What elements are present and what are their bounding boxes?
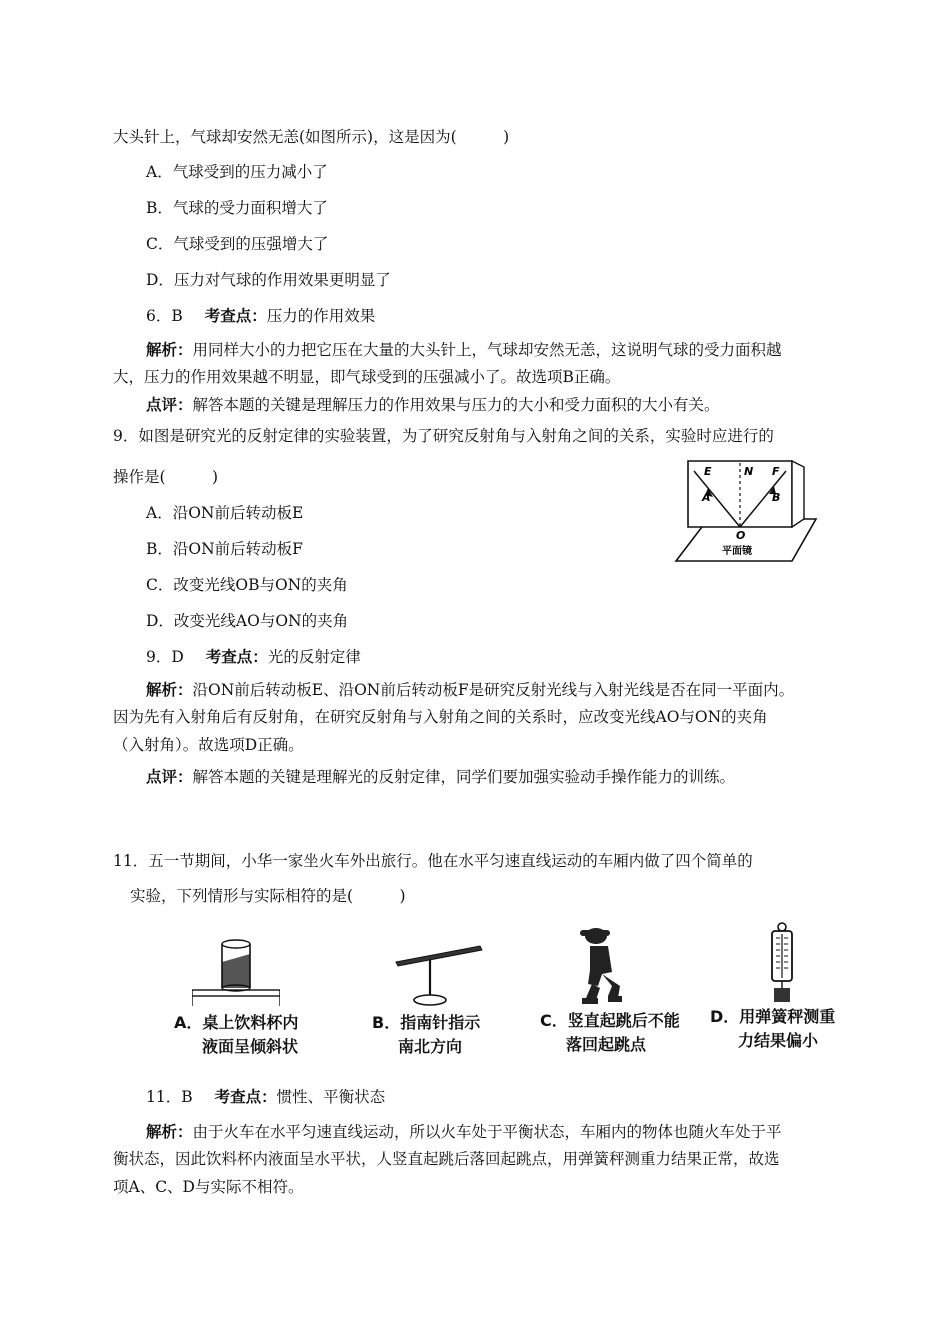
q9-analysis-line1 [146, 679, 794, 701]
compass-needle [396, 946, 482, 966]
q6-stem: 大头针上，气球却安然无恙(如图所示)，这是因为( ) [113, 128, 510, 146]
mirror-caption: 平面镜 [722, 546, 752, 557]
figure-b-compass [390, 936, 490, 1008]
q6-option-b: B．气球的受力面积增大了 [146, 199, 328, 217]
q11-analysis-line1 [146, 1121, 782, 1143]
q9-stem-line1: 9．如图是研究光的反射定律的实验装置，为了研究反射角与入射角之间的关系，实验时应进行的 [113, 427, 774, 445]
q6-answer: 6．B [146, 307, 183, 325]
fig-b-caption-l1: B．指南针指示 [372, 1013, 481, 1032]
figure-c-jumper [572, 926, 632, 1010]
q11-analysis-line2: 衡状态，因此饮料杯内液面呈水平状，人竖直起跳后落回起跳点，用弹簧秤测重力结果正常，故选 [113, 1150, 780, 1168]
label-o: O [736, 529, 746, 542]
q9-comment-line [146, 766, 735, 788]
fig-c-caption-l1: C．竖直起跳后不能 [540, 1011, 680, 1030]
fig-d-caption-l2: 力结果偏小 [738, 1031, 819, 1050]
board-f-edge [792, 461, 804, 527]
label-f: F [772, 465, 780, 478]
fig-a-caption-l1: A．桌上饮料杯内 [174, 1013, 299, 1032]
compass-base [414, 995, 446, 1005]
scale-weight [774, 988, 790, 1002]
label-n: N [744, 465, 754, 478]
q11-analysis-line3: 项A、C、D与实际不相符。 [113, 1178, 304, 1196]
q11-kp-text: 惯性、平衡状态 [276, 1088, 386, 1106]
figure-a-cup [192, 930, 280, 1006]
q6-comment-label: 点评： [146, 395, 193, 414]
q9-comment-text: 解答本题的关键是理解光的反射定律，同学们要加强实验动手操作能力的训练。 [192, 768, 736, 786]
q9-stem-line2: 操作是( ) [113, 468, 219, 486]
q6-option-d: D．压力对气球的作用效果更明显了 [146, 271, 391, 289]
q6-kp-text: 压力的作用效果 [266, 307, 376, 325]
label-a: A [702, 491, 711, 504]
q6-comment-text: 解答本题的关键是理解压力的作用效果与压力的大小和受力面积的大小有关。 [192, 396, 720, 414]
q9-answer: 9．D [146, 648, 184, 666]
q9-analysis-label: 解析： [146, 680, 193, 699]
q9-option-c: C．改变光线OB与ON的夹角 [146, 576, 348, 594]
fig-c-caption-l2: 落回起跳点 [566, 1035, 647, 1054]
q9-analysis-line3: （入射角）。故选项D正确。 [113, 736, 304, 754]
q9-kp-text: 光的反射定律 [267, 648, 361, 666]
cup-liquid [222, 954, 250, 988]
q6-analysis-line1 [146, 339, 782, 361]
q6-comment-line [146, 394, 720, 416]
q11-analysis-text1: 由于火车在水平匀速直线运动，所以火车处于平衡状态，车厢内的物体也随火车处于平 [192, 1123, 782, 1141]
q9-option-d: D．改变光线AO与ON的夹角 [146, 612, 349, 630]
reflection-apparatus-figure [668, 455, 828, 567]
q6-analysis-label: 解析： [146, 340, 193, 359]
q6-option-c: C．气球受到的压强增大了 [146, 235, 329, 253]
q9-analysis-text1: 沿ON前后转动板E、沿ON前后转动板F是研究反射光线与入射光线是否在同一平面内。 [192, 681, 795, 699]
q11-analysis-label: 解析： [146, 1122, 193, 1141]
q9-answer-line [146, 646, 361, 668]
figure-d-spring-scale [764, 922, 800, 1006]
q11-answer: 11．B [146, 1088, 193, 1106]
q6-analysis-text1: 用同样大小的力把它压在大量的大头针上，气球却安然无恙，这说明气球的受力面积越 [192, 341, 782, 359]
cup-rim [222, 940, 250, 948]
q11-stem-line1: 11．五一节期间，小华一家坐火车外出旅行。他在水平匀速直线运动的车厢内做了四个简单的 [113, 852, 753, 870]
q11-stem-line2: 实验，下列情形与实际相符的是( ) [130, 887, 406, 905]
q6-kp-label: 考查点： [204, 306, 267, 325]
q6-answer-line [146, 305, 375, 327]
label-e: E [704, 465, 712, 478]
fig-d-caption-l1: D．用弹簧秤测重 [710, 1007, 836, 1026]
fig-a-caption-l2: 液面呈倾斜状 [202, 1037, 299, 1056]
q6-analysis-line2: 大，压力的作用效果越不明显，即气球受到的压强减小了。故选项B正确。 [113, 368, 621, 386]
q9-option-a: A．沿ON前后转动板E [146, 504, 304, 522]
label-b: B [772, 491, 781, 504]
q9-kp-label: 考查点： [205, 647, 268, 666]
q6-option-a: A．气球受到的压力减小了 [146, 163, 328, 181]
q11-kp-label: 考查点： [214, 1087, 277, 1106]
q9-analysis-line2: 因为先有入射角后有反射角，在研究反射角与入射角之间的关系时，应改变光线AO与ON的夹角 [113, 708, 768, 726]
q11-answer-line [146, 1086, 385, 1108]
fig-b-caption-l2: 南北方向 [398, 1037, 463, 1056]
q9-option-b: B．沿ON前后转动板F [146, 540, 303, 558]
q9-comment-label: 点评： [146, 767, 193, 786]
